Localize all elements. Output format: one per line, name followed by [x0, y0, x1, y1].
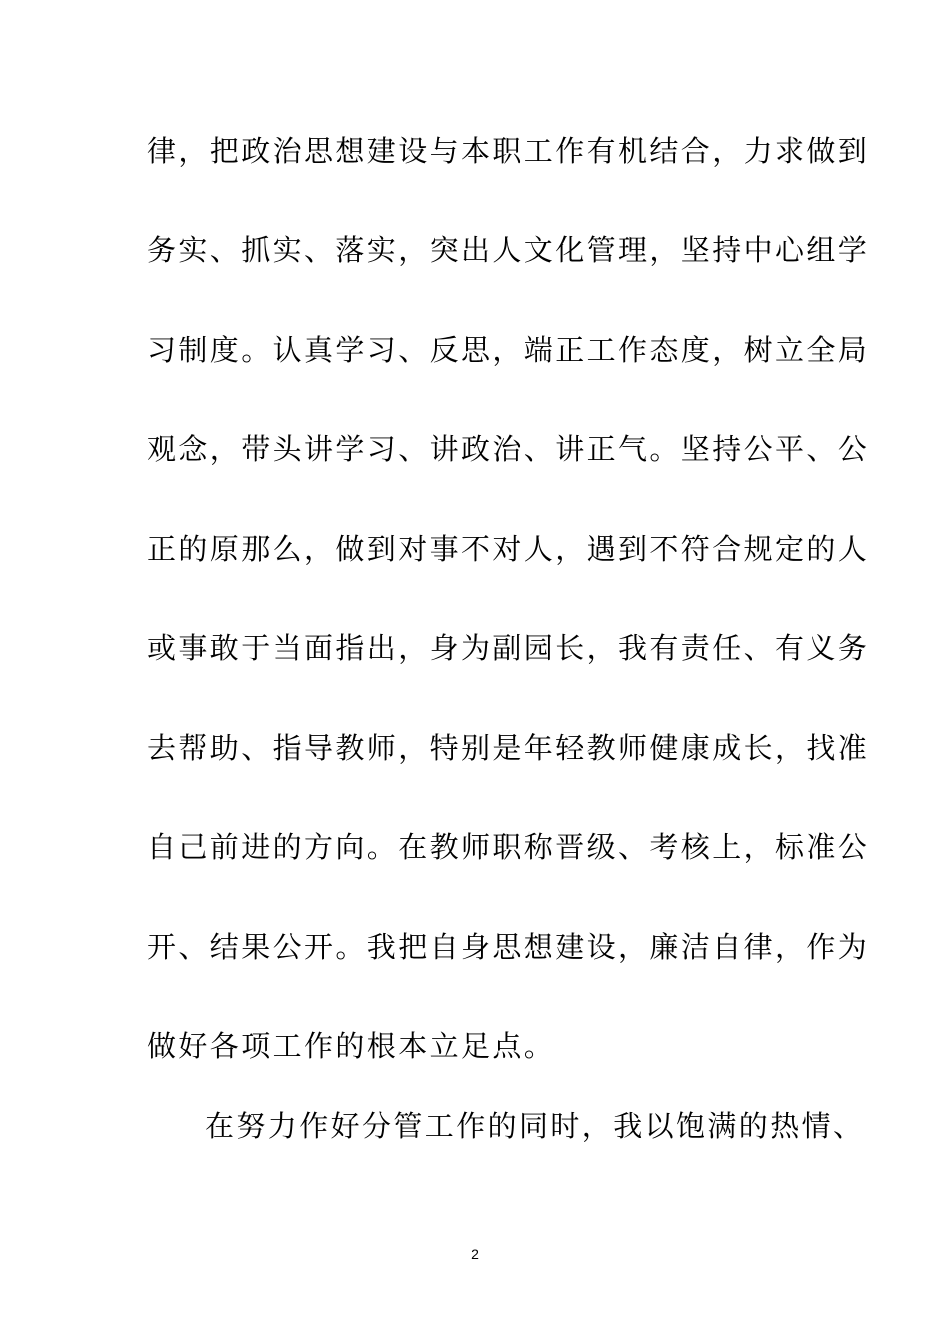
- text-line: 习制度。认真学习、反思，端正工作态度，树立全局: [147, 333, 870, 367]
- paragraph-start-line: 在努力作好分管工作的同时，我以饱满的热情、: [205, 1109, 865, 1143]
- text-line: 自己前进的方向。在教师职称晋级、考核上，标准公: [147, 830, 870, 864]
- text-line: 务实、抓实、落实，突出人文化管理，坚持中心组学: [147, 233, 870, 267]
- text-line: 去帮助、指导教师，特别是年轻教师健康成长，找准: [147, 731, 870, 765]
- page-number: 2: [471, 1246, 479, 1262]
- text-line: 开、结果公开。我把自身思想建设，廉洁自律，作为: [147, 930, 870, 964]
- text-line: 做好各项工作的根本立足点。: [147, 1029, 556, 1063]
- text-line: 正的原那么，做到对事不对人，遇到不符合规定的人: [147, 532, 870, 566]
- text-line: 或事敢于当面指出，身为副园长，我有责任、有义务: [147, 631, 870, 665]
- text-line: 观念，带头讲学习、讲政治、讲正气。坚持公平、公: [147, 432, 870, 466]
- text-line: 律，把政治思想建设与本职工作有机结合，力求做到: [147, 134, 870, 168]
